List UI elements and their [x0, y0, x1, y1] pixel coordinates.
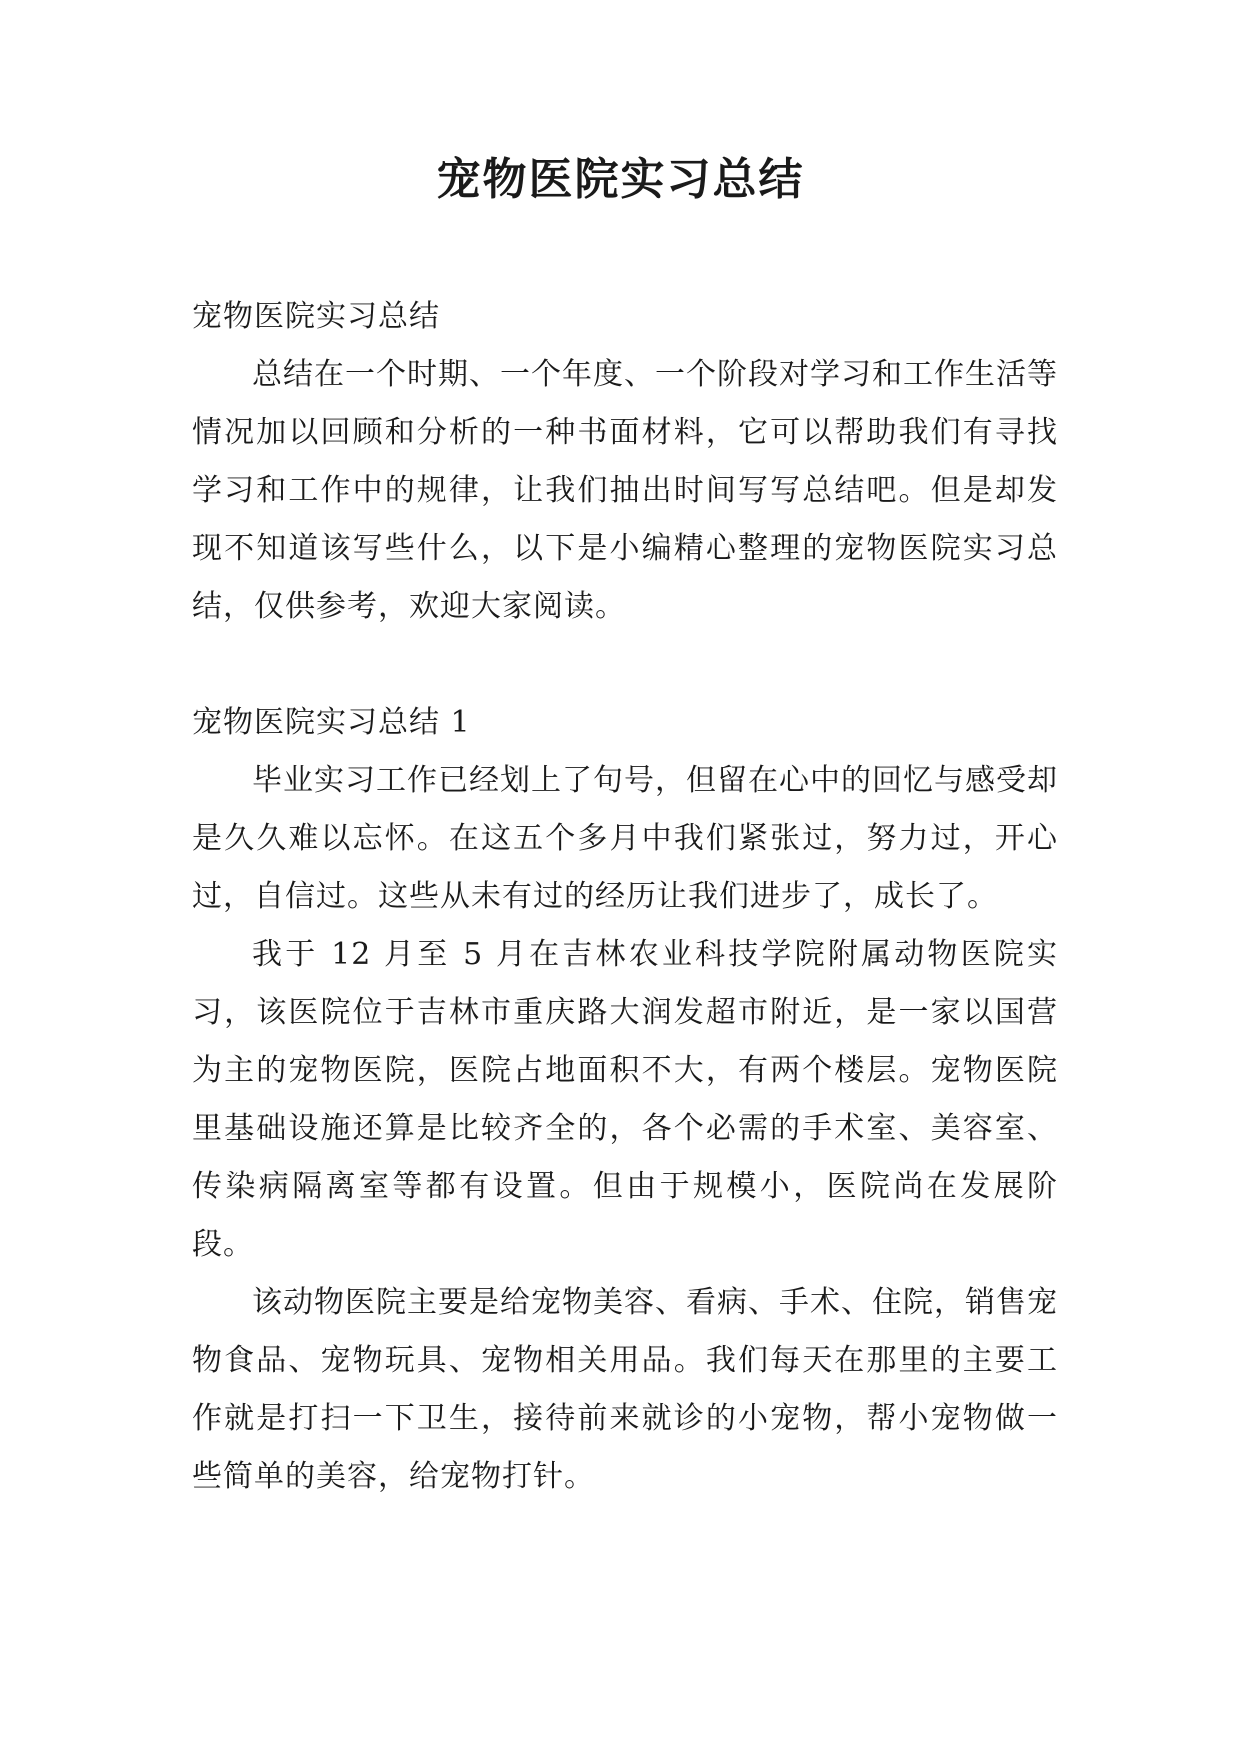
page-title: 宠物医院实习总结: [436, 154, 805, 205]
intro-paragraph: 总结在一个时期、一个年度、一个阶段对学习和工作生活等情况加以回顾和分析的一种书面材料，它可以帮助我们有寻找学习和工作中的规律，让我们抽出时间写写总结吧。但是却发现不知道该写些什么，以下是小编精心整理的宠物医院实习总结，仅供参考，欢迎大家阅读。: [192, 357, 1058, 624]
section1-heading: 宠物医院实习总结 1: [192, 705, 471, 740]
section1-paragraph-2: 我于 12 月至 5 月在吉林农业科技学院附属动物医院实习，该医院位于吉林市重庆路大润发超市附近，是一家以国营为主的宠物医院，医院占地面积不大，有两个楼层。宠物医院里基础设施还算是比较齐全的，各个必需的手术室、美容室、传染病隔离室等都有设置。但由于规模小，医院尚在发展阶段。: [192, 937, 1058, 1262]
intro-heading: 宠物医院实习总结: [192, 299, 440, 334]
section1-paragraph-1: 毕业实习工作已经划上了句号，但留在心中的回忆与感受却是久久难以忘怀。在这五个多月中我们紧张过，努力过，开心过，自信过。这些从未有过的经历让我们进步了，成长了。: [192, 763, 1058, 914]
section1-paragraph-3: 该动物医院主要是给宠物美容、看病、手术、住院，销售宠物食品、宠物玩具、宠物相关用品。我们每天在那里的主要工作就是打扫一下卫生，接待前来就诊的小宠物，帮小宠物做一些简单的美容，给宠物打针。: [192, 1285, 1058, 1494]
section-spacer: [192, 636, 1058, 694]
document-body: [192, 288, 1058, 1506]
